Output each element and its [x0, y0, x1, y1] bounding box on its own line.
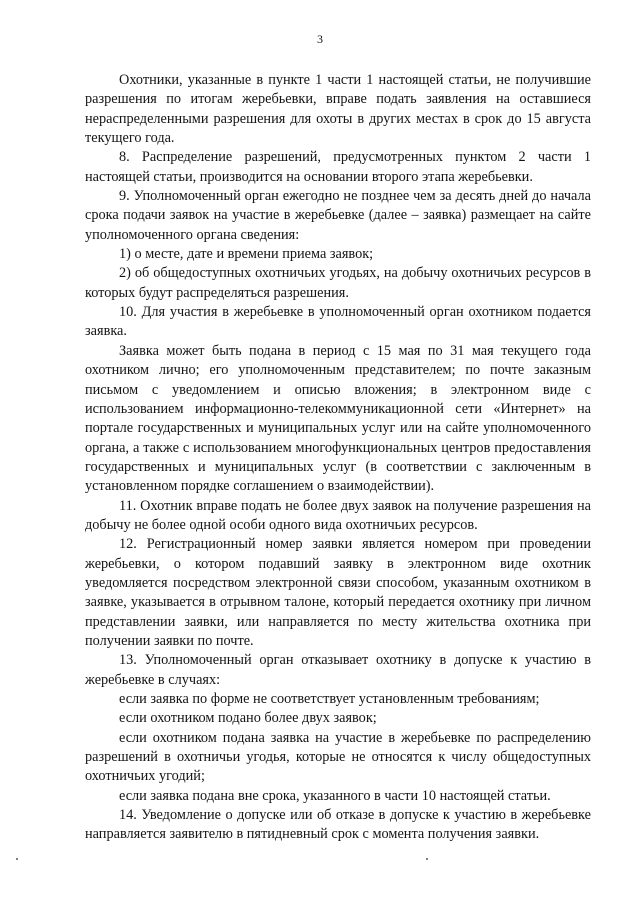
paragraph-13-case-count: если охотником подано более двух заявок; — [119, 710, 377, 727]
document-body — [85, 71, 591, 845]
paragraph-14: 14. Уведомление о допуске или об отказе в допуске к участию в жеребьевке направляется заявителю в пятидневный срок с момента получения заявки. — [85, 807, 591, 843]
paragraph-11: 11. Охотник вправе подать не более двух заявок на получение разрешения на добычу не более одной особи одного вида охотничьих ресурсов. — [85, 497, 591, 533]
paragraph-13-case-deadline: если заявка подана вне срока, указанного в части 10 настоящей статьи. — [119, 787, 551, 804]
scan-speck-right — [426, 858, 428, 860]
paragraph-8: 8. Распределение разрешений, предусмотренных пунктом 2 части 1 настоящей статьи, производится на основании второго этапа жеребьевки. — [85, 149, 591, 185]
paragraph-10-application-methods: Заявка может быть подана в период с 15 мая по 31 мая текущего года охотником лично; его уполномоченным представителем; по почте заказным письмом с уведомлением и описью вложения; в электронном виде с использованием информационно-телекоммуникационной сети «Интернет» на портале государственных и муниципальных услуг или на сайте уполномоченного органа, а также с использованием многофункциональных центров предоставления государственных и муниципальных услуг (в соответствии с заключенным в установленном порядке соглашением о взаимодействии). — [85, 342, 591, 495]
scan-speck-left — [16, 858, 18, 860]
paragraph-13: 13. Уполномоченный орган отказывает охотнику в допуске к участию в жеребьевке в случаях: — [85, 652, 591, 688]
paragraph-9-item-1: 1) о месте, дате и времени приема заявок; — [119, 246, 374, 263]
paragraph-9: 9. Уполномоченный орган ежегодно не позднее чем за десять дней до начала срока подачи заявок на участие в жеребьевке (далее – заявка) размещает на сайте уполномоченного органа сведения: — [85, 188, 591, 243]
paragraph-hunters-remaining-permits: Охотники, указанные в пункте 1 части 1 настоящей статьи, не получившие разрешения по итогам жеребьевки, вправе подать заявления на оставшиеся нераспределенными разрешения для охоты в других местах в срок до 15 августа текущего года. — [85, 72, 591, 147]
paragraph-12: 12. Регистрационный номер заявки является номером при проведении жеребьевки, о котором подавший заявку в электронном виде охотник уведомляется посредством электронной связи способом, указанным охотником в заявке, указывается в отрывном талоне, который передается охотнику при личном представлении заявки, или направляется по месту жительства охотника при получении заявки по почте. — [85, 536, 591, 649]
paragraph-10: 10. Для участия в жеребьевке в уполномоченный орган охотником подается заявка. — [85, 304, 591, 340]
paragraph-13-case-lands: если охотником подана заявка на участие в жеребьевке по распределению разрешений в охотничьи угодья, которые не относятся к числу общедоступных охотничьих угодий; — [85, 729, 591, 785]
page-number: 3 — [317, 32, 323, 46]
paragraph-9-item-2: 2) об общедоступных охотничьих угодьях, на добычу охотничьих ресурсов в которых будут распределяться разрешения. — [85, 265, 591, 301]
paragraph-13-case-form: если заявка по форме не соответствует установленным требованиям; — [119, 691, 540, 707]
